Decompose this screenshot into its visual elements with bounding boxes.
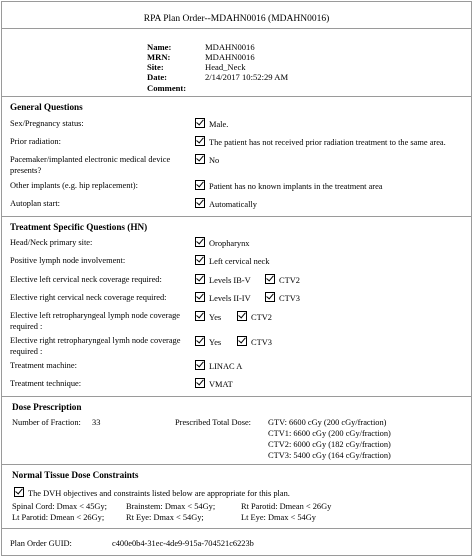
question-label: Autoplan start:	[10, 199, 61, 208]
question-label: Elective left cervical neck coverage required:	[10, 275, 162, 284]
answer: VMAT	[195, 378, 233, 389]
divider	[1, 216, 472, 217]
site-label: Site:	[147, 62, 164, 72]
answer: Left cervical neck	[195, 255, 269, 266]
answer: No	[195, 154, 219, 165]
divider	[1, 28, 472, 29]
constraint-item: Spinal Cord: Dmax < 45Gy;	[12, 502, 107, 511]
section-heading-general: General Questions	[10, 102, 83, 112]
answer-ctv: CTV3	[237, 336, 272, 347]
question-label: Elective right retropharyngeal lymh node coverage required :	[10, 336, 181, 356]
answer: The patient has not received prior radiation treatment to the same area.	[195, 136, 446, 147]
question-label: Positive lymph node involvement:	[10, 256, 126, 265]
fraction-value: 33	[92, 418, 101, 427]
fraction-label: Number of Fraction:	[12, 418, 81, 427]
checkbox-checked-icon	[195, 118, 205, 128]
document-title: RPA Plan Order--MDAHN0016 (MDAHN0016)	[143, 14, 330, 24]
dose-line: CTV1: 6600 cGy (200 cGy/fraction)	[268, 429, 391, 438]
answer: Oropharynx	[195, 237, 249, 248]
site-value: Head_Neck	[205, 62, 246, 72]
dvh-statement: The DVH objectives and constraints listed below are appropriate for this plan.	[14, 487, 290, 498]
checkbox-checked-icon	[14, 487, 24, 497]
checkbox-checked-icon	[237, 336, 247, 346]
constraint-item: Lt Eye: Dmax < 54Gy	[241, 513, 316, 522]
checkbox-checked-icon	[195, 378, 205, 388]
section-heading-ntdc: Normal Tissue Dose Constraints	[12, 470, 139, 480]
checkbox-checked-icon	[237, 311, 247, 321]
divider	[1, 96, 472, 97]
checkbox-checked-icon	[195, 292, 205, 302]
guid-value: c400e0b4-31ec-4de9-915a-704521c6223b	[112, 539, 254, 548]
constraint-item: Brainstem: Dmax < 54Gy;	[126, 502, 216, 511]
question-label: Elective right cervical neck coverage required:	[10, 293, 167, 302]
answer: Levels IB-V	[195, 274, 251, 285]
question-label: Elective left retropharyngeal lymph node coverage required :	[10, 311, 180, 331]
name-label: Name:	[147, 42, 172, 52]
mrn-value: MDAHN0016	[205, 52, 255, 62]
divider	[1, 396, 472, 397]
checkbox-checked-icon	[195, 311, 205, 321]
checkbox-checked-icon	[265, 274, 275, 284]
section-heading-hn: Treatment Specific Questions (HN)	[10, 222, 148, 232]
answer: Levels II-IV	[195, 292, 251, 303]
answer-ctv: CTV2	[237, 311, 272, 322]
name-value: MDAHN0016	[205, 42, 255, 52]
question-label: Prior radiation:	[10, 137, 61, 146]
constraint-item: Rt Eye: Dmax < 54Gy;	[126, 513, 204, 522]
checkbox-checked-icon	[195, 154, 205, 164]
checkbox-checked-icon	[195, 336, 205, 346]
answer: Automatically	[195, 198, 257, 209]
question-label: Treatment machine:	[10, 361, 77, 370]
dose-line: CTV2: 6000 cGy (182 cGy/fraction)	[268, 440, 391, 449]
mrn-label: MRN:	[147, 52, 171, 62]
date-value: 2/14/2017 10:52:29 AM	[205, 72, 289, 82]
checkbox-checked-icon	[195, 237, 205, 247]
total-dose-label: Prescribed Total Dose:	[175, 418, 252, 427]
divider	[1, 464, 472, 465]
checkbox-checked-icon	[195, 136, 205, 146]
answer: LINAC A	[195, 360, 242, 371]
answer: Patient has no known implants in the treatment area	[195, 180, 383, 191]
checkbox-checked-icon	[195, 255, 205, 265]
question-label: Treatment technique:	[10, 379, 82, 388]
constraint-item: Rt Parotid: Dmean < 26Gy	[241, 502, 332, 511]
checkbox-checked-icon	[195, 198, 205, 208]
answer: Male.	[195, 118, 228, 129]
checkbox-checked-icon	[195, 274, 205, 284]
question-label: Pacemaker/implanted electronic medical device presents?	[10, 155, 171, 175]
constraint-item: Lt Parotid: Dmean < 26Gy;	[12, 513, 105, 522]
question-label: Sex/Pregnancy status:	[10, 119, 84, 128]
divider	[1, 528, 472, 529]
question-label: Other implants (e.g. hip replacement):	[10, 181, 138, 190]
answer: Yes	[195, 311, 221, 322]
answer: Yes	[195, 336, 221, 347]
checkbox-checked-icon	[265, 292, 275, 302]
comment-label: Comment:	[147, 83, 187, 93]
section-heading-dose: Dose Prescription	[12, 402, 82, 412]
answer-ctv: CTV2	[265, 274, 300, 285]
answer-ctv: CTV3	[265, 292, 300, 303]
question-label: Head/Neck primary site:	[10, 238, 93, 247]
guid-label: Plan Order GUID:	[10, 539, 72, 548]
checkbox-checked-icon	[195, 360, 205, 370]
dose-line: GTV: 6600 cGy (200 cGy/fraction)	[268, 418, 387, 427]
checkbox-checked-icon	[195, 180, 205, 190]
dose-line: CTV3: 5400 cGy (164 cGy/fraction)	[268, 451, 391, 460]
date-label: Date:	[147, 72, 168, 82]
